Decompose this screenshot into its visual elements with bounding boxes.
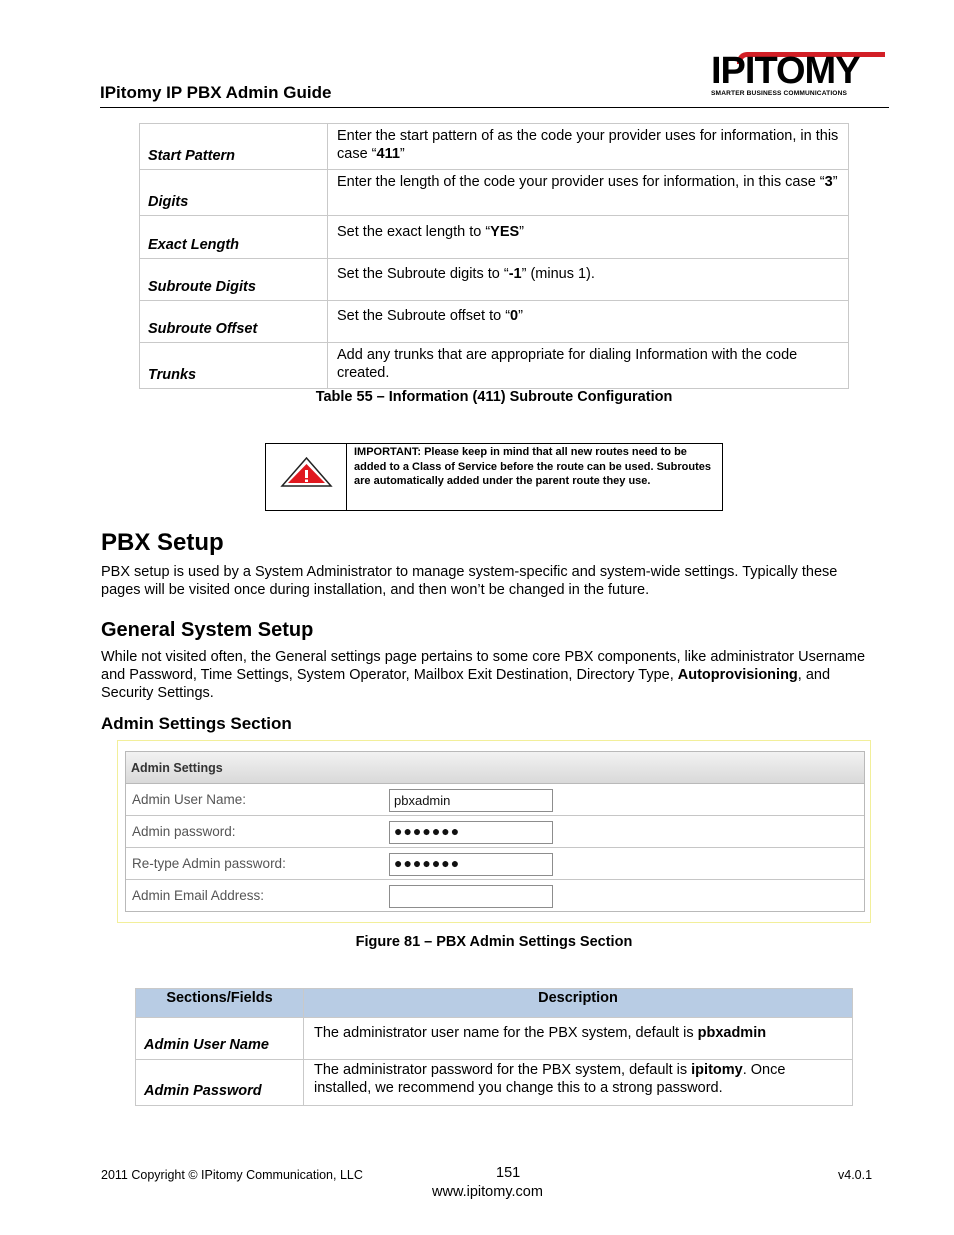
field-name: Trunks bbox=[140, 343, 328, 389]
panel-title: Admin Settings bbox=[126, 752, 864, 784]
pbx-setup-paragraph: PBX setup is used by a System Administrator to manage system-specific and system-wide settings. Typically these pages will be visited once during installation, and then won’t be changed in the future. bbox=[101, 564, 838, 598]
figure-caption: Figure 81 – PBX Admin Settings Section bbox=[355, 934, 633, 950]
field-description: Set the Subroute digits to “-1” (minus 1). bbox=[328, 259, 849, 301]
table-row bbox=[140, 216, 849, 259]
logo-tagline: SMARTER BUSINESS COMMUNICATIONS bbox=[711, 90, 848, 97]
table-header-row bbox=[136, 989, 853, 1018]
column-header: Sections/Fields bbox=[136, 989, 304, 1018]
column-header: Description bbox=[304, 989, 853, 1018]
field-name: Subroute Offset bbox=[140, 301, 328, 343]
admin-email-input[interactable] bbox=[389, 885, 553, 908]
retype-password-label: Re-type Admin password: bbox=[132, 856, 286, 871]
table-row bbox=[140, 124, 849, 170]
admin-email-label: Admin Email Address: bbox=[132, 888, 265, 903]
admin-fields-table bbox=[135, 988, 853, 1106]
table-row bbox=[140, 343, 849, 389]
form-row bbox=[126, 848, 864, 880]
field-description: Set the exact length to “YES” bbox=[328, 216, 849, 259]
pbx-setup-heading: PBX Setup bbox=[101, 529, 224, 556]
table-row bbox=[140, 170, 849, 216]
table-row bbox=[140, 301, 849, 343]
admin-settings-heading: Admin Settings Section bbox=[101, 714, 292, 733]
field-name: Digits bbox=[140, 170, 328, 216]
page-number: 151 bbox=[496, 1165, 521, 1181]
field-description: Add any trunks that are appropriate for dialing Information with the code created. bbox=[328, 343, 849, 389]
admin-settings-figure bbox=[117, 740, 871, 923]
warning-icon-cell bbox=[266, 444, 347, 510]
form-row bbox=[126, 816, 864, 848]
admin-user-name-input[interactable]: pbxadmin bbox=[389, 789, 553, 812]
field-description: Enter the length of the code your provider uses for information, in this case “3” bbox=[328, 170, 849, 216]
warning-icon bbox=[266, 444, 347, 510]
admin-user-name-label: Admin User Name: bbox=[132, 792, 247, 807]
field-name: Exact Length bbox=[140, 216, 328, 259]
field-description: The administrator user name for the PBX system, default is pbxadmin bbox=[304, 1018, 853, 1060]
footer-version: v4.0.1 bbox=[838, 1168, 873, 1182]
admin-settings-panel bbox=[125, 751, 865, 912]
admin-password-label: Admin password: bbox=[132, 824, 236, 839]
general-setup-paragraph: While not visited often, the General settings page pertains to some core PBX components, like administrator Username and Password, Time Settings, System Operator, Mailbox Exit Destination, Directory Type, Autoprovisioning, and Security Settings. bbox=[101, 649, 866, 701]
table-caption: Table 55 – Information (411) Subroute Configuration bbox=[315, 389, 673, 405]
field-name: Subroute Digits bbox=[140, 259, 328, 301]
footer-website: www.ipitomy.com bbox=[432, 1184, 543, 1200]
ipitomy-logo bbox=[711, 52, 883, 98]
field-description: Set the Subroute offset to “0” bbox=[328, 301, 849, 343]
field-description: Enter the start pattern of as the code your provider uses for information, in this case “411” bbox=[328, 124, 849, 170]
form-row bbox=[126, 784, 864, 816]
general-system-setup-heading: General System Setup bbox=[101, 619, 314, 641]
field-name: Admin Password bbox=[136, 1060, 304, 1106]
important-text: IMPORTANT: Please keep in mind that all new routes need to be added to a Class of Service before the route can be used. Subroutes are automatically added under the parent route they use. bbox=[354, 446, 711, 487]
field-description: The administrator password for the PBX system, default is ipitomy. Once installed, we recommend you change this to a strong password. bbox=[304, 1060, 853, 1106]
admin-password-input[interactable]: ●●●●●●● bbox=[389, 821, 553, 844]
page-header bbox=[100, 48, 889, 108]
document-title: IPitomy IP PBX Admin Guide bbox=[100, 83, 332, 102]
table-row bbox=[136, 1018, 853, 1060]
form-row bbox=[126, 880, 864, 912]
subroute-config-table bbox=[139, 123, 849, 389]
field-name: Start Pattern bbox=[140, 124, 328, 170]
logo-wordmark: IPITOMY bbox=[711, 50, 860, 92]
important-note bbox=[265, 443, 723, 511]
retype-password-input[interactable]: ●●●●●●● bbox=[389, 853, 553, 876]
table-row bbox=[136, 1060, 853, 1106]
footer-copyright: 2011 Copyright © IPitomy Communication, LLC bbox=[101, 1168, 363, 1182]
table-row bbox=[140, 259, 849, 301]
field-name: Admin User Name bbox=[136, 1018, 304, 1060]
